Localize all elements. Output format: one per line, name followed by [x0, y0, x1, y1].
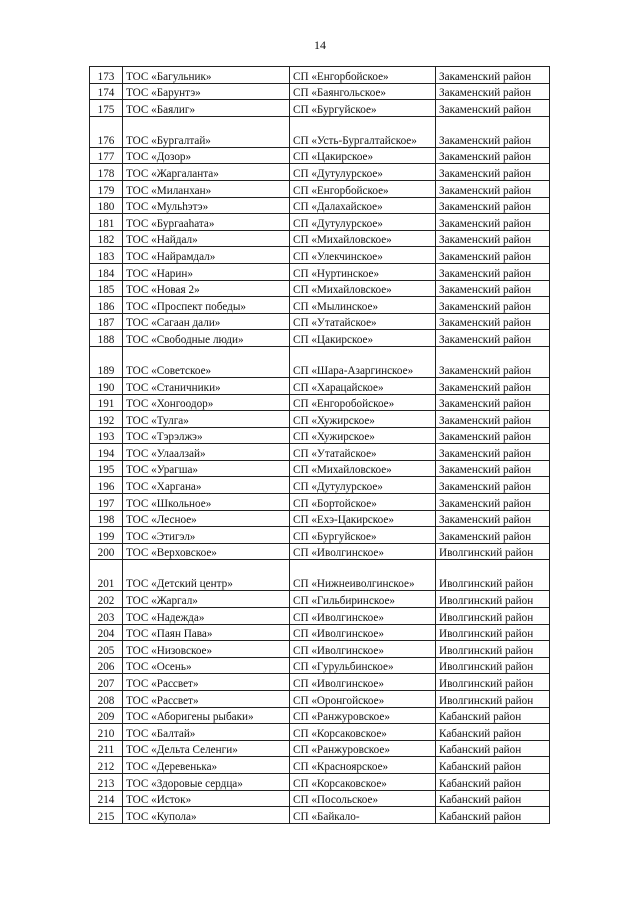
settlement-cell: СП «Корсаковское» [290, 724, 436, 741]
district-cell: Закаменский район [436, 527, 550, 544]
table-row [90, 394, 550, 411]
settlement-cell: СП «Баянгольское» [290, 83, 436, 100]
table-row [90, 180, 550, 197]
table-row [90, 427, 550, 444]
row-number-cell: 174 [90, 83, 123, 100]
table-row [90, 608, 550, 625]
table-row [90, 674, 550, 691]
tos-name-cell: ТОС «Тэрэлжэ» [123, 427, 290, 444]
district-cell: Кабанский район [436, 773, 550, 790]
tos-name-cell: ТОС «Хонгоодор» [123, 394, 290, 411]
tos-name-cell: ТОС «Баялиг» [123, 100, 290, 117]
settlement-cell: СП «Посольское» [290, 790, 436, 807]
district-cell: Кабанский район [436, 790, 550, 807]
district-cell: Закаменский район [436, 230, 550, 247]
district-cell: Закаменский район [436, 444, 550, 461]
row-number-cell: 206 [90, 657, 123, 674]
table-row [90, 100, 550, 117]
district-cell: Закаменский район [436, 346, 550, 377]
tos-name-cell: ТОС «Деревенька» [123, 757, 290, 774]
row-number-cell: 202 [90, 591, 123, 608]
district-cell: Закаменский район [436, 147, 550, 164]
table-row [90, 297, 550, 314]
settlement-cell: СП «Ранжуровское» [290, 707, 436, 724]
settlement-cell: СП «Иволгинское» [290, 674, 436, 691]
table-row [90, 740, 550, 757]
district-cell: Закаменский район [436, 494, 550, 511]
table-row [90, 460, 550, 477]
district-cell: Закаменский район [436, 510, 550, 527]
district-cell: Закаменский район [436, 164, 550, 181]
table-row [90, 67, 550, 84]
district-cell: Закаменский район [436, 377, 550, 394]
district-cell: Закаменский район [436, 247, 550, 264]
district-cell: Закаменский район [436, 313, 550, 330]
table-row [90, 624, 550, 641]
tos-name-cell: ТОС «Паян Пава» [123, 624, 290, 641]
settlement-cell: СП «Дутулурское» [290, 477, 436, 494]
district-cell: Иволгинский район [436, 691, 550, 708]
tos-name-cell: ТОС «Станичники» [123, 377, 290, 394]
row-number-cell: 180 [90, 197, 123, 214]
district-cell: Иволгинский район [436, 674, 550, 691]
row-number-cell: 193 [90, 427, 123, 444]
row-number-cell: 208 [90, 691, 123, 708]
table-row [90, 313, 550, 330]
tos-name-cell: ТОС «Урагша» [123, 460, 290, 477]
settlement-cell: СП «Гурульбинское» [290, 657, 436, 674]
row-number-cell: 203 [90, 608, 123, 625]
table-row [90, 444, 550, 461]
district-cell: Закаменский район [436, 394, 550, 411]
district-cell: Кабанский район [436, 807, 550, 824]
settlement-cell: СП «Корсаковское» [290, 773, 436, 790]
tos-name-cell: ТОС «Купола» [123, 807, 290, 824]
district-cell: Иволгинский район [436, 560, 550, 591]
table-row [90, 543, 550, 560]
tos-name-cell: ТОС «Рассвет» [123, 691, 290, 708]
tos-name-cell: ТОС «Проспект победы» [123, 297, 290, 314]
registry-body [90, 67, 550, 824]
row-number-cell: 209 [90, 707, 123, 724]
settlement-cell: СП «Далахайское» [290, 197, 436, 214]
table-row [90, 147, 550, 164]
table-row [90, 197, 550, 214]
settlement-cell: СП «Бортойское» [290, 494, 436, 511]
district-cell: Иволгинский район [436, 624, 550, 641]
settlement-cell: СП «Цакирское» [290, 147, 436, 164]
row-number-cell: 195 [90, 460, 123, 477]
row-number-cell: 185 [90, 280, 123, 297]
table-row [90, 773, 550, 790]
settlement-cell: СП «Ехэ-Цакирское» [290, 510, 436, 527]
row-number-cell: 215 [90, 807, 123, 824]
settlement-cell: СП «Шара-Азаргинское» [290, 346, 436, 377]
settlement-cell: СП «Ранжуровское» [290, 740, 436, 757]
settlement-cell: СП «Енгорбойское» [290, 67, 436, 84]
settlement-cell: СП «Утатайское» [290, 313, 436, 330]
row-number-cell: 186 [90, 297, 123, 314]
settlement-cell: СП «Нижнеиволгинское» [290, 560, 436, 591]
tos-name-cell: ТОС «Аборигены рыбаки» [123, 707, 290, 724]
tos-name-cell: ТОС «Жаргал» [123, 591, 290, 608]
row-number-cell: 178 [90, 164, 123, 181]
table-row [90, 790, 550, 807]
row-number-cell: 188 [90, 330, 123, 347]
settlement-cell: СП «Дутулурское» [290, 164, 436, 181]
tos-name-cell: ТОС «Надежда» [123, 608, 290, 625]
table-row [90, 83, 550, 100]
district-cell: Кабанский район [436, 724, 550, 741]
table-row [90, 214, 550, 231]
settlement-cell: СП «Мылинское» [290, 297, 436, 314]
settlement-cell: СП «Оронгойское» [290, 691, 436, 708]
row-number-cell: 182 [90, 230, 123, 247]
tos-name-cell: ТОС «Исток» [123, 790, 290, 807]
district-cell: Закаменский район [436, 116, 550, 147]
table-row [90, 591, 550, 608]
settlement-cell: СП «Байкало- [290, 807, 436, 824]
settlement-cell: СП «Иволгинское» [290, 608, 436, 625]
table-row [90, 411, 550, 428]
settlement-cell: СП «Енгоробойское» [290, 394, 436, 411]
table-row [90, 230, 550, 247]
row-number-cell: 194 [90, 444, 123, 461]
tos-name-cell: ТОС «Дельта Селенги» [123, 740, 290, 757]
row-number-cell: 205 [90, 641, 123, 658]
district-cell: Кабанский район [436, 740, 550, 757]
settlement-cell: СП «Нуртинское» [290, 263, 436, 280]
tos-name-cell: ТОС «Мульhэтэ» [123, 197, 290, 214]
row-number-cell: 212 [90, 757, 123, 774]
tos-name-cell: ТОС «Осень» [123, 657, 290, 674]
table-row [90, 707, 550, 724]
tos-name-cell: ТОС «Жаргаланта» [123, 164, 290, 181]
district-cell: Иволгинский район [436, 591, 550, 608]
table-row [90, 377, 550, 394]
row-number-cell: 191 [90, 394, 123, 411]
row-number-cell: 196 [90, 477, 123, 494]
table-row [90, 527, 550, 544]
table-row [90, 560, 550, 591]
row-number-cell: 179 [90, 180, 123, 197]
table-row [90, 807, 550, 824]
row-number-cell: 204 [90, 624, 123, 641]
row-number-cell: 214 [90, 790, 123, 807]
settlement-cell: СП «Утатайское» [290, 444, 436, 461]
tos-name-cell: ТОС «Бургааhата» [123, 214, 290, 231]
settlement-cell: СП «Михайловское» [290, 280, 436, 297]
tos-name-cell: ТОС «Барунтэ» [123, 83, 290, 100]
row-number-cell: 187 [90, 313, 123, 330]
tos-name-cell: ТОС «Тулга» [123, 411, 290, 428]
tos-name-cell: ТОС «Этигэл» [123, 527, 290, 544]
settlement-cell: СП «Харацайское» [290, 377, 436, 394]
tos-name-cell: ТОС «Здоровые сердца» [123, 773, 290, 790]
table-row [90, 724, 550, 741]
district-cell: Закаменский район [436, 100, 550, 117]
tos-name-cell: ТОС «Миланхан» [123, 180, 290, 197]
row-number-cell: 190 [90, 377, 123, 394]
table-row [90, 657, 550, 674]
settlement-cell: СП «Улекчинское» [290, 247, 436, 264]
settlement-cell: СП «Дутулурское» [290, 214, 436, 231]
tos-name-cell: ТОС «Низовское» [123, 641, 290, 658]
settlement-cell: СП «Усть-Бургалтайское» [290, 116, 436, 147]
tos-name-cell: ТОС «Новая 2» [123, 280, 290, 297]
row-number-cell: 177 [90, 147, 123, 164]
settlement-cell: СП «Красноярское» [290, 757, 436, 774]
tos-name-cell: ТОС «Лесное» [123, 510, 290, 527]
table-row [90, 510, 550, 527]
row-number-cell: 192 [90, 411, 123, 428]
district-cell: Иволгинский район [436, 641, 550, 658]
table-row [90, 116, 550, 147]
district-cell: Закаменский район [436, 180, 550, 197]
settlement-cell: СП «Гильбиринское» [290, 591, 436, 608]
page-number: 14 [314, 38, 326, 52]
tos-name-cell: ТОС «Найдал» [123, 230, 290, 247]
row-number-cell: 175 [90, 100, 123, 117]
row-number-cell: 197 [90, 494, 123, 511]
district-cell: Закаменский район [436, 411, 550, 428]
settlement-cell: СП «Бургуйское» [290, 527, 436, 544]
district-cell: Иволгинский район [436, 657, 550, 674]
row-number-cell: 176 [90, 116, 123, 147]
row-number-cell: 210 [90, 724, 123, 741]
tos-name-cell: ТОС «Нарин» [123, 263, 290, 280]
table-row [90, 641, 550, 658]
table-row [90, 263, 550, 280]
settlement-cell: СП «Цакирское» [290, 330, 436, 347]
table-row [90, 757, 550, 774]
settlement-cell: СП «Михайловское» [290, 230, 436, 247]
row-number-cell: 207 [90, 674, 123, 691]
row-number-cell: 200 [90, 543, 123, 560]
tos-name-cell: ТОС «Найрамдал» [123, 247, 290, 264]
row-number-cell: 213 [90, 773, 123, 790]
tos-name-cell: ТОС «Верховское» [123, 543, 290, 560]
tos-name-cell: ТОС «Харгана» [123, 477, 290, 494]
district-cell: Закаменский район [436, 280, 550, 297]
district-cell: Иволгинский район [436, 543, 550, 560]
table-row [90, 691, 550, 708]
table-row [90, 280, 550, 297]
table-row [90, 247, 550, 264]
row-number-cell: 184 [90, 263, 123, 280]
district-cell: Закаменский район [436, 460, 550, 477]
district-cell: Иволгинский район [436, 608, 550, 625]
district-cell: Кабанский район [436, 757, 550, 774]
table-row [90, 494, 550, 511]
settlement-cell: СП «Иволгинское» [290, 641, 436, 658]
tos-name-cell: ТОС «Дозор» [123, 147, 290, 164]
settlement-cell: СП «Хужирское» [290, 411, 436, 428]
tos-name-cell: ТОС «Улаалзай» [123, 444, 290, 461]
row-number-cell: 198 [90, 510, 123, 527]
tos-name-cell: ТОС «Школьное» [123, 494, 290, 511]
settlement-cell: СП «Енгорбойское» [290, 180, 436, 197]
tos-name-cell: ТОС «Сагаан дали» [123, 313, 290, 330]
row-number-cell: 199 [90, 527, 123, 544]
district-cell: Закаменский район [436, 67, 550, 84]
tos-name-cell: ТОС «Багульник» [123, 67, 290, 84]
table-row [90, 346, 550, 377]
table-row [90, 330, 550, 347]
tos-name-cell: ТОС «Бургалтай» [123, 116, 290, 147]
district-cell: Закаменский район [436, 197, 550, 214]
tos-name-cell: ТОС «Балтай» [123, 724, 290, 741]
district-cell: Закаменский район [436, 214, 550, 231]
table-row [90, 477, 550, 494]
tos-name-cell: ТОС «Свободные люди» [123, 330, 290, 347]
row-number-cell: 211 [90, 740, 123, 757]
tos-name-cell: ТОС «Советское» [123, 346, 290, 377]
district-cell: Закаменский район [436, 83, 550, 100]
district-cell: Закаменский район [436, 263, 550, 280]
row-number-cell: 189 [90, 346, 123, 377]
district-cell: Кабанский район [436, 707, 550, 724]
settlement-cell: СП «Михайловское» [290, 460, 436, 477]
table-row [90, 164, 550, 181]
row-number-cell: 183 [90, 247, 123, 264]
row-number-cell: 201 [90, 560, 123, 591]
settlement-cell: СП «Хужирское» [290, 427, 436, 444]
district-cell: Закаменский район [436, 477, 550, 494]
district-cell: Закаменский район [436, 297, 550, 314]
district-cell: Закаменский район [436, 427, 550, 444]
settlement-cell: СП «Иволгинское» [290, 543, 436, 560]
district-cell: Закаменский район [436, 330, 550, 347]
tos-name-cell: ТОС «Детский центр» [123, 560, 290, 591]
row-number-cell: 181 [90, 214, 123, 231]
row-number-cell: 173 [90, 67, 123, 84]
tos-name-cell: ТОС «Рассвет» [123, 674, 290, 691]
tos-registry-table [89, 66, 550, 824]
settlement-cell: СП «Иволгинское» [290, 624, 436, 641]
settlement-cell: СП «Бургуйское» [290, 100, 436, 117]
